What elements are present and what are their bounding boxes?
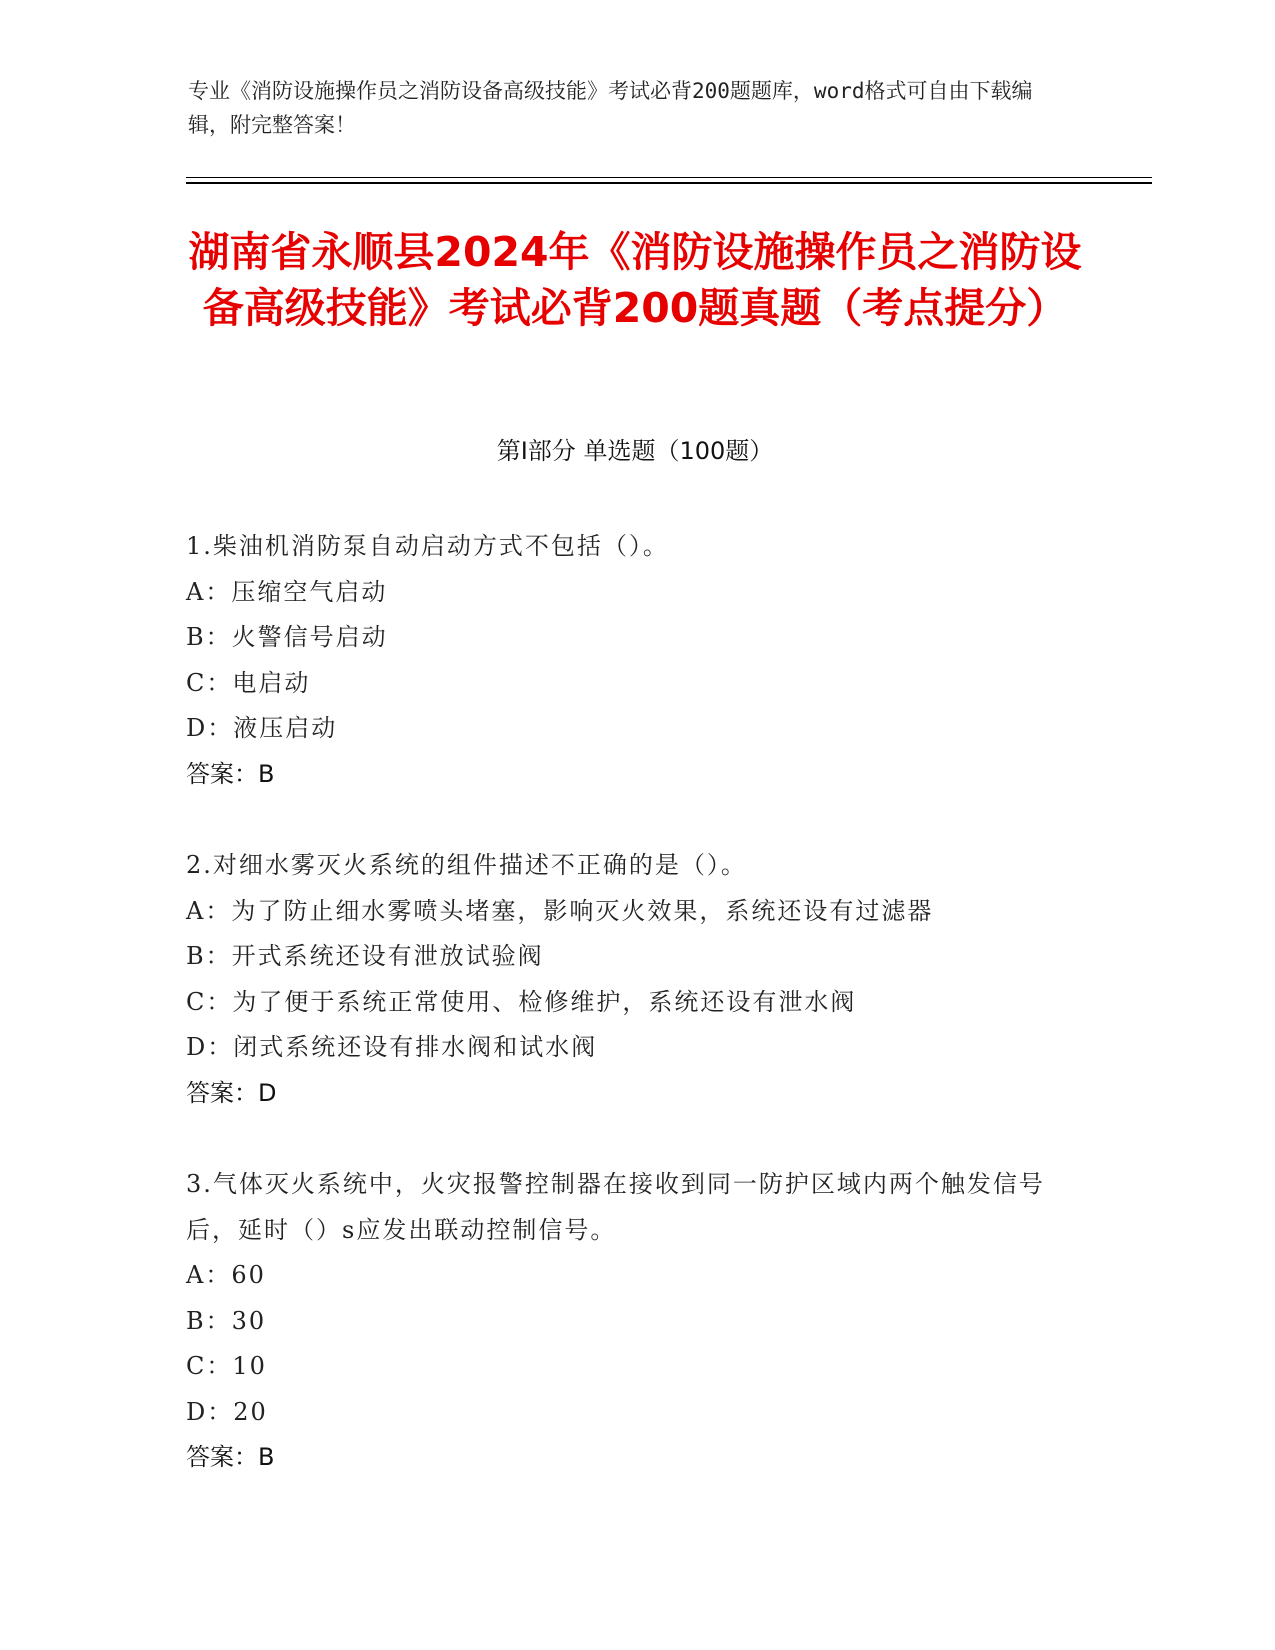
answer-line: 答案：D [186,1078,277,1107]
option-c: C：电启动 [186,668,311,697]
question-stem: 2.对细水雾灭火系统的组件描述不正确的是（）。 [186,851,747,879]
option-a: A：为了防止细水雾喷头堵塞，影响灭火效果，系统还设有过滤器 [186,896,934,925]
option-b: B：开式系统还设有泄放试验阀 [186,942,544,970]
document-title: 湖南省永顺县2024年《消防设施操作员之消防设备高级技能》考试必背200题真题（考点提分） [188,228,1082,332]
option-a: A：压缩空气启动 [186,577,388,606]
question-1 [186,524,1086,797]
header-rule-thin [186,177,1152,178]
question-stem: 1.柴油机消防泵自动启动方式不包括（）。 [186,532,669,560]
header-note: 专业《消防设施操作员之消防设备高级技能》考试必背200题题库，word格式可自由下载编辑，附完整答案！ [188,79,1033,137]
option-a: A：60 [186,1261,266,1289]
option-b: B：火警信号启动 [186,623,388,651]
answer-line: 答案：B [186,759,275,788]
answer-line: 答案：B [186,1443,275,1471]
option-d: D：闭式系统还设有排水阀和试水阀 [186,1033,598,1061]
question-3 [186,1162,1086,1481]
option-b: B：30 [186,1306,267,1335]
header-rule-thick [186,182,1152,184]
section-heading: 第I部分 单选题（100题） [496,437,774,465]
question-stem: 3.气体灭火系统中，火灾报警控制器在接收到同一防护区域内两个触发信号后，延时（）s应发出联动控制信号。 [186,1170,1045,1244]
option-d: D：液压启动 [186,714,338,742]
option-c: C：为了便于系统正常使用、检修维护，系统还设有泄水阀 [186,987,857,1016]
option-d: D：20 [186,1397,268,1426]
option-c: C：10 [186,1352,267,1380]
question-2 [186,843,1086,1116]
